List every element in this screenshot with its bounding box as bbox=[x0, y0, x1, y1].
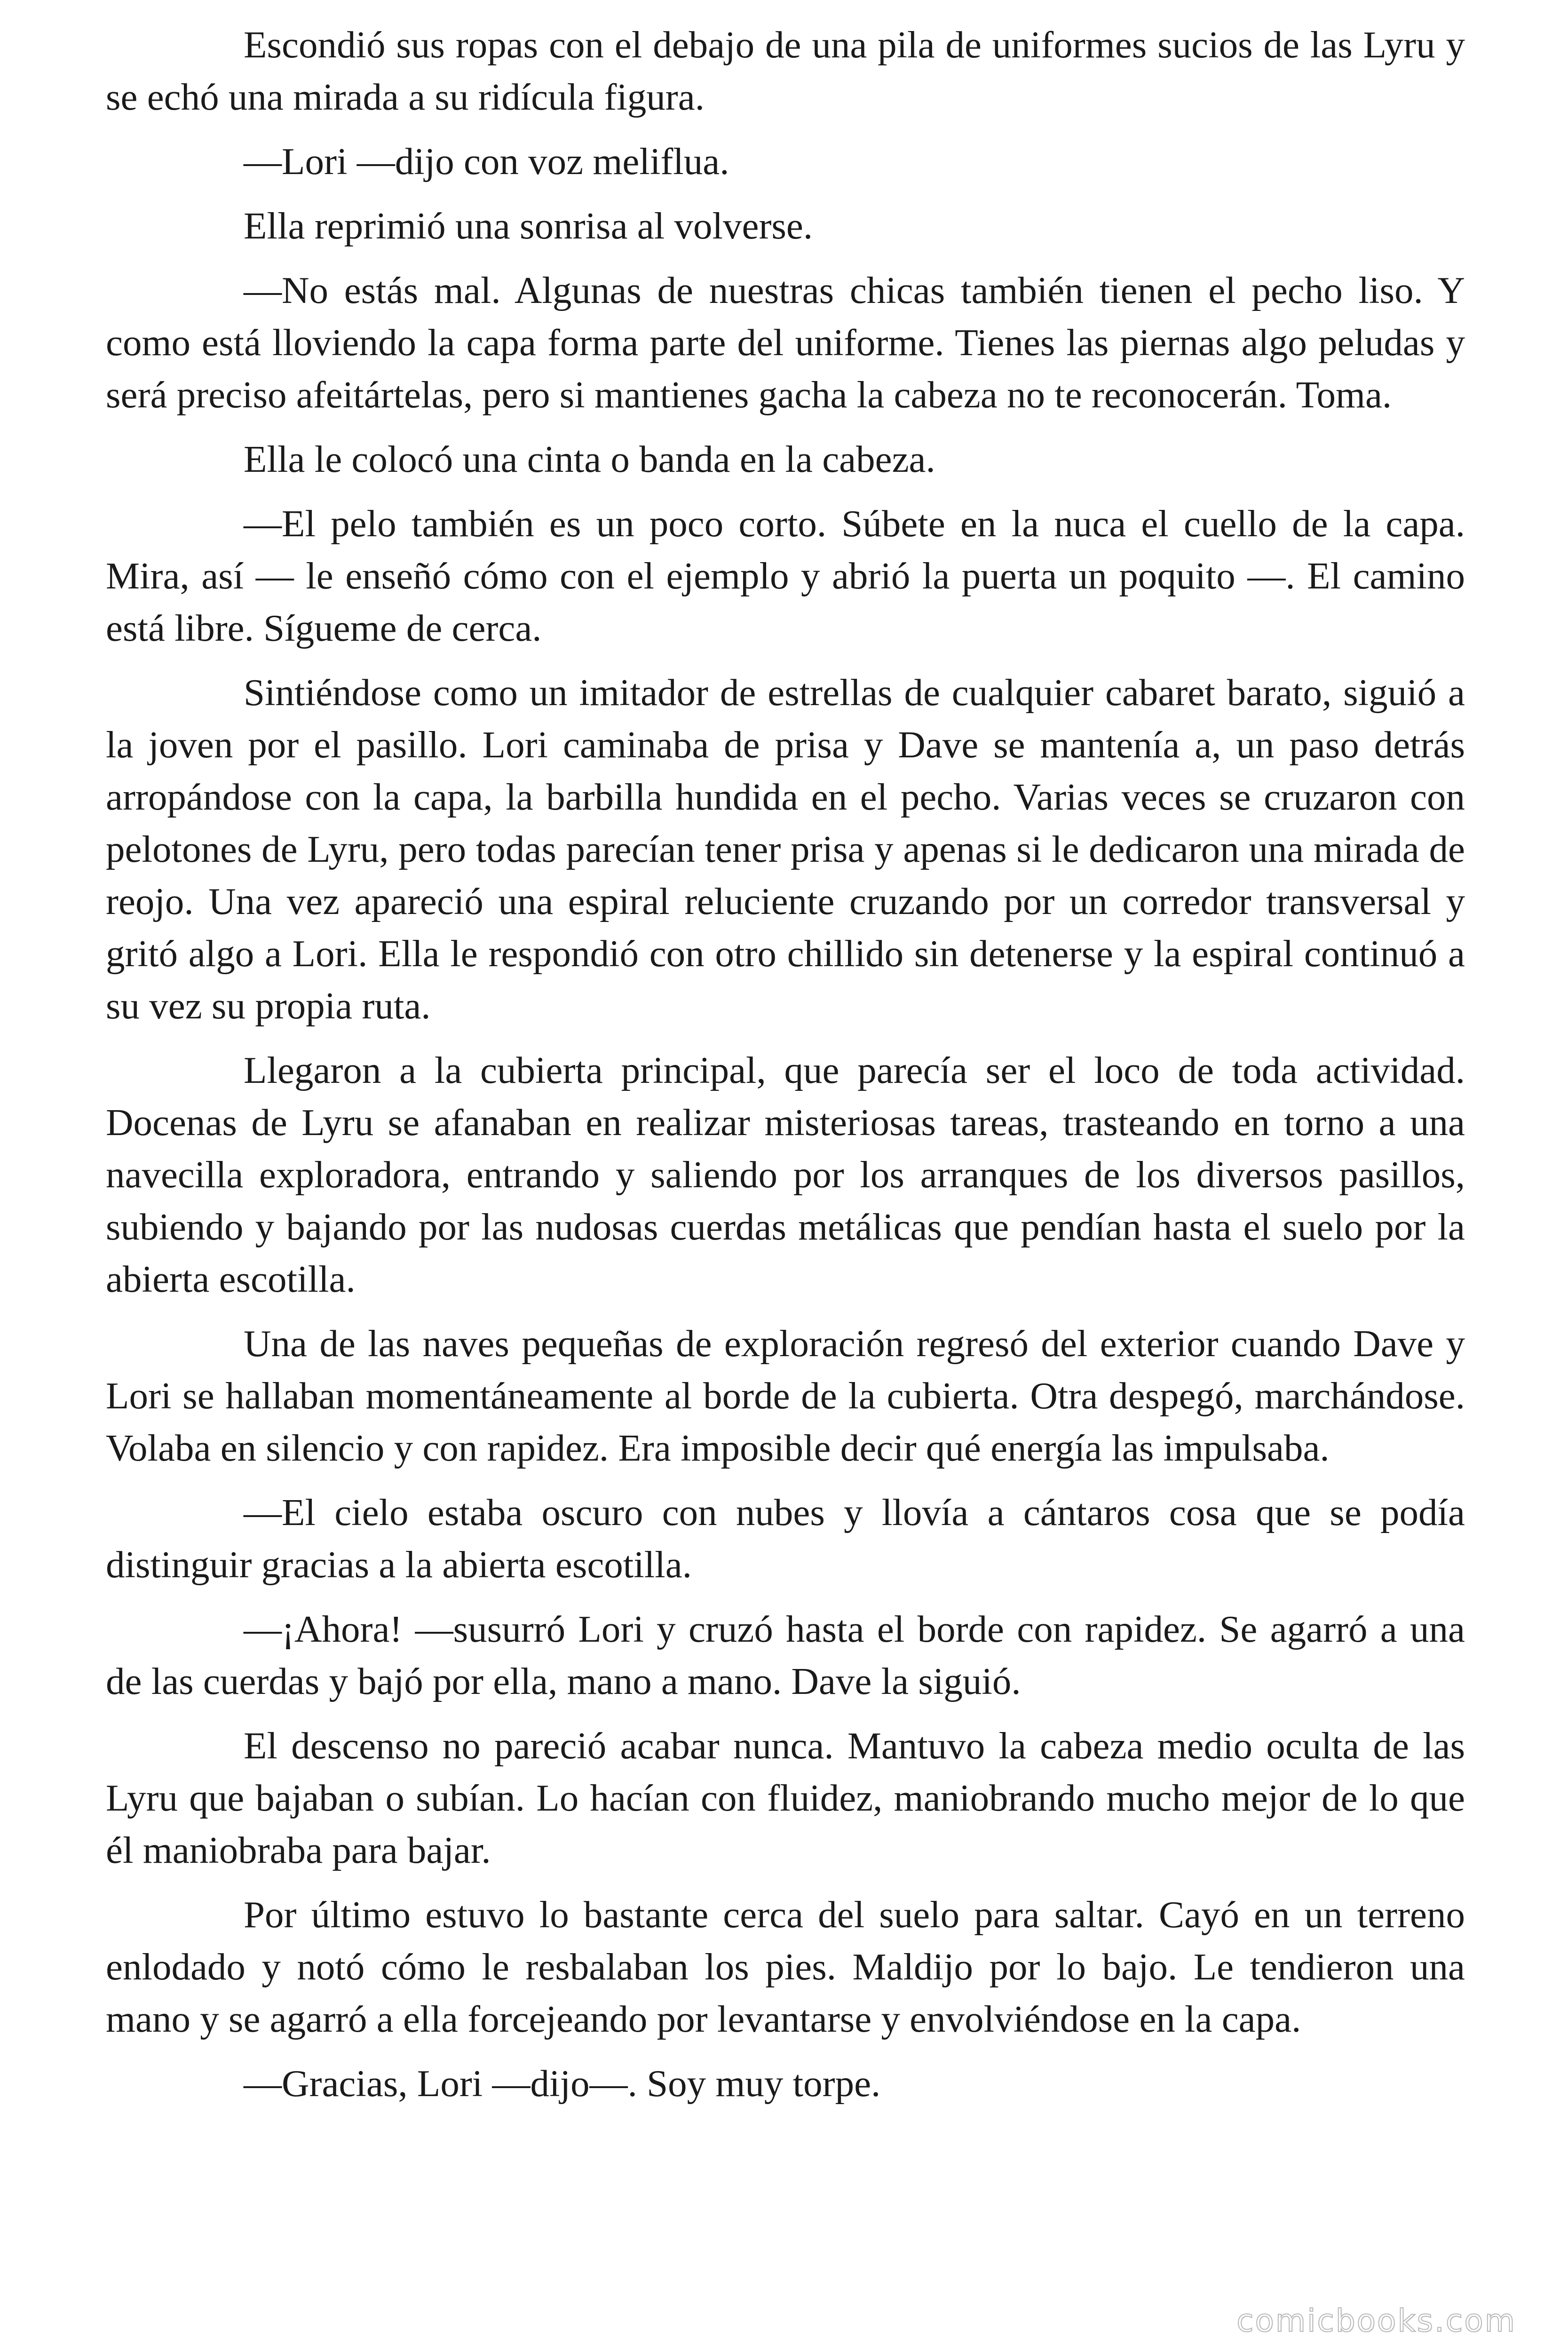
paragraph: Por último estuvo lo bastante cerca del suelo para saltar. Cayó en un terreno enlodado y notó cómo le resbalaban los pies. Maldijo por lo bajo. Le tendieron una mano y se agarró a ella forcejeando por levantarse y envolviéndose en la capa. bbox=[106, 1893, 1465, 2040]
paragraph: —¡Ahora! —susurró Lori y cruzó hasta el borde con rapidez. Se agarró a una de las cuerdas y bajó por ella, mano a mano. Dave la siguió. bbox=[106, 1608, 1465, 1702]
paragraph: Ella le colocó una cinta o banda en la cabeza. bbox=[244, 438, 935, 480]
paragraph: Escondió sus ropas con el debajo de una pila de uniformes sucios de las Lyru y se echó una mirada a su ridícula figura. bbox=[106, 24, 1465, 118]
paragraph: —El cielo estaba oscuro con nubes y llovía a cántaros cosa que se podía distinguir gracias a la abierta escotilla. bbox=[106, 1491, 1465, 1586]
paragraph: —Gracias, Lori —dijo—. Soy muy torpe. bbox=[244, 2062, 881, 2105]
paragraph: —El pelo también es un poco corto. Súbete en la nuca el cuello de la capa. Mira, así — le enseñó cómo con el ejemplo y abrió la puerta un poquito —. El camino está libre. Sígueme de cerca. bbox=[106, 502, 1465, 649]
paragraph: Ella reprimió una sonrisa al volverse. bbox=[244, 205, 813, 247]
paragraph: Llegaron a la cubierta principal, que parecía ser el loco de toda actividad. Docenas de Lyru se afanaban en realizar misteriosas tareas, trasteando en torno a una navecilla exploradora, entrando y saliendo por los arranques de los diversos pasillos, subiendo y bajando por las nudosas cuerdas metálicas que pendían hasta el suelo por la abierta escotilla. bbox=[106, 1049, 1465, 1300]
paragraph: —No estás mal. Algunas de nuestras chicas también tienen el pecho liso. Y como está lloviendo la capa forma parte del uniforme. Tienes las piernas algo peludas y será preciso afeitártelas, pero si mantienes gacha la cabeza no te reconocerán. Toma. bbox=[106, 269, 1465, 416]
paragraph: El descenso no pareció acabar nunca. Mantuvo la cabeza medio oculta de las Lyru que bajaban o subían. Lo hacían con fluidez, maniobrando mucho mejor de lo que él maniobraba para bajar. bbox=[106, 1724, 1465, 1871]
paragraph: —Lori —dijo con voz meliflua. bbox=[244, 140, 729, 183]
paragraph: Sintiéndose como un imitador de estrellas de cualquier cabaret barato, siguió a la joven por el pasillo. Lori caminaba de prisa y Dave se mantenía a, un paso detrás arropándose con la capa, la barbilla hundida en el pecho. Varias veces se cruzaron con pelotones de Lyru, pero todas parecían tener prisa y apenas si le dedicaron una mirada de reojo. Una vez apareció una espiral reluciente cruzando por un corredor transversal y gritó algo a Lori. Ella le respondió con otro chillido sin detenerse y la espiral continuó a su vez su propia ruta. bbox=[106, 671, 1465, 1027]
paragraph: Una de las naves pequeñas de exploración regresó del exterior cuando Dave y Lori se hallaban momentáneamente al borde de la cubierta. Otra despegó, marchándose. Volaba en silencio y con rapidez. Era imposible decir qué energía las impulsaba. bbox=[106, 1322, 1465, 1469]
watermark: comicbooks.com bbox=[1236, 2303, 1516, 2339]
page-body-text bbox=[106, 19, 1465, 2122]
